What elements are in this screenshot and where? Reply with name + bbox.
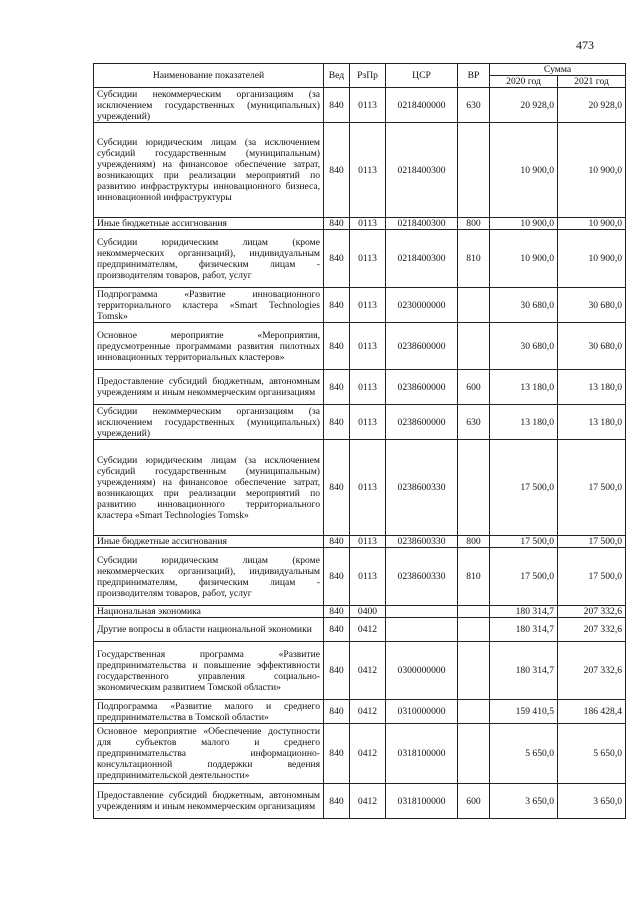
- row-2020-cell: 13 180,0: [490, 405, 558, 440]
- row-2020-cell: 180 314,7: [490, 618, 558, 642]
- table-row: [94, 724, 626, 784]
- row-2021-cell: 5 650,0: [558, 724, 626, 784]
- row-name-cell: Иные бюджетные ассигнования: [94, 536, 324, 548]
- row-2021-cell: 13 180,0: [558, 370, 626, 405]
- row-vr-cell: [458, 440, 490, 536]
- table-row: [94, 323, 626, 370]
- row-rzpr-cell: 0113: [350, 405, 386, 440]
- row-csr-cell: 0310000000: [386, 700, 458, 724]
- row-name-cell: Предоставление субсидий бюджетным, автономным учреждениям и иным некоммерческим организациям: [94, 370, 324, 405]
- row-name-cell: Субсидии некоммерческим организациям (за исключением государственных (муниципальных) учреждений): [94, 405, 324, 440]
- row-ved-cell: 840: [324, 548, 350, 606]
- row-csr-cell: 0230000000: [386, 288, 458, 323]
- row-csr-cell: 0218400000: [386, 88, 458, 123]
- table-row: [94, 548, 626, 606]
- table-row: [94, 440, 626, 536]
- row-rzpr-cell: 0113: [350, 230, 386, 288]
- row-ved-cell: 840: [324, 784, 350, 819]
- row-csr-cell: 0238600330: [386, 440, 458, 536]
- row-rzpr-cell: 0412: [350, 642, 386, 700]
- row-2021-cell: 186 428,4: [558, 700, 626, 724]
- row-name-cell: Подпрограмма «Развитие малого и среднего предпринимательства в Томской области»: [94, 700, 324, 724]
- table-row: [94, 642, 626, 700]
- row-ved-cell: 840: [324, 536, 350, 548]
- row-csr-cell: 0238600000: [386, 405, 458, 440]
- row-rzpr-cell: 0412: [350, 618, 386, 642]
- row-ved-cell: 840: [324, 440, 350, 536]
- header-sum: Сумма: [490, 64, 626, 76]
- row-vr-cell: 810: [458, 548, 490, 606]
- table-row: [94, 123, 626, 218]
- row-vr-cell: 630: [458, 405, 490, 440]
- row-2021-cell: 3 650,0: [558, 784, 626, 819]
- row-2020-cell: 17 500,0: [490, 536, 558, 548]
- table-row: [94, 370, 626, 405]
- row-2021-cell: 30 680,0: [558, 288, 626, 323]
- row-name-cell: Подпрограмма «Развитие инновационного территориального кластера «Smart Technologies Tomsk»: [94, 288, 324, 323]
- row-2020-cell: 5 650,0: [490, 724, 558, 784]
- row-2021-cell: 10 900,0: [558, 123, 626, 218]
- row-vr-cell: [458, 123, 490, 218]
- header-name: Наименование показателей: [94, 64, 324, 88]
- row-name-cell: Субсидии юридическим лицам (кроме некоммерческих организаций), индивидуальным предпринимателям, физическим лицам - производителям товаров, работ, услуг: [94, 230, 324, 288]
- row-name-cell: Предоставление субсидий бюджетным, автономным учреждениям и иным некоммерческим организациям: [94, 784, 324, 819]
- row-2021-cell: 17 500,0: [558, 548, 626, 606]
- row-2020-cell: 17 500,0: [490, 440, 558, 536]
- row-2021-cell: 10 900,0: [558, 218, 626, 230]
- table-row: [94, 700, 626, 724]
- page-number: 473: [576, 38, 594, 52]
- row-name-cell: Субсидии юридическим лицам (кроме некоммерческих организаций), индивидуальным предпринимателям, физическим лицам - производителям товаров, работ, услуг: [94, 548, 324, 606]
- header-year-2020: 2020 год: [490, 76, 558, 88]
- row-vr-cell: 600: [458, 784, 490, 819]
- row-2021-cell: 10 900,0: [558, 230, 626, 288]
- row-ved-cell: 840: [324, 230, 350, 288]
- row-name-cell: Субсидии юридическим лицам (за исключением субсидий государственным (муниципальным) учреждениям) на финансовое обеспечение затрат, возникающих при реализации мероприятий по развитию инновационного территориального кластера «Smart Technologies Tomsk»: [94, 440, 324, 536]
- row-name-cell: Национальная экономика: [94, 606, 324, 618]
- table-row: [94, 288, 626, 323]
- row-rzpr-cell: 0412: [350, 784, 386, 819]
- row-csr-cell: 0318100000: [386, 784, 458, 819]
- row-vr-cell: 600: [458, 370, 490, 405]
- row-vr-cell: [458, 618, 490, 642]
- row-ved-cell: 840: [324, 323, 350, 370]
- row-name-cell: Основное мероприятие «Мероприятия, предусмотренные программами развития пилотных инновационных территориальных кластеров»: [94, 323, 324, 370]
- row-rzpr-cell: 0113: [350, 288, 386, 323]
- table-body: [94, 88, 626, 819]
- row-2020-cell: 10 900,0: [490, 218, 558, 230]
- table-row: [94, 618, 626, 642]
- row-ved-cell: 840: [324, 606, 350, 618]
- row-ved-cell: 840: [324, 700, 350, 724]
- header-year-2021: 2021 год: [558, 76, 626, 88]
- row-2021-cell: 17 500,0: [558, 440, 626, 536]
- row-2020-cell: 30 680,0: [490, 323, 558, 370]
- row-2020-cell: 10 900,0: [490, 230, 558, 288]
- row-vr-cell: [458, 323, 490, 370]
- row-2020-cell: 3 650,0: [490, 784, 558, 819]
- row-ved-cell: 840: [324, 288, 350, 323]
- row-ved-cell: 840: [324, 370, 350, 405]
- row-2021-cell: 207 332,6: [558, 642, 626, 700]
- row-name-cell: Государственная программа «Развитие предпринимательства и повышение эффективности государственного управления социально-экономическим развитием Томской области»: [94, 642, 324, 700]
- row-csr-cell: 0218400300: [386, 123, 458, 218]
- row-csr-cell: 0238600330: [386, 548, 458, 606]
- row-rzpr-cell: 0412: [350, 724, 386, 784]
- row-csr-cell: 0238600000: [386, 370, 458, 405]
- row-rzpr-cell: 0113: [350, 440, 386, 536]
- row-2020-cell: 10 900,0: [490, 123, 558, 218]
- row-rzpr-cell: 0412: [350, 700, 386, 724]
- row-rzpr-cell: 0113: [350, 88, 386, 123]
- row-name-cell: Субсидии юридическим лицам (за исключением субсидий государственным (муниципальным) учреждениям) на финансовое обеспечение затрат, возникающих при реализации мероприятий по развитию инфраструктуры инновационного бизнеса, инновационной инфраструктуры: [94, 123, 324, 218]
- row-name-cell: Иные бюджетные ассигнования: [94, 218, 324, 230]
- row-2021-cell: 17 500,0: [558, 536, 626, 548]
- row-2020-cell: 17 500,0: [490, 548, 558, 606]
- row-ved-cell: 840: [324, 218, 350, 230]
- row-vr-cell: [458, 288, 490, 323]
- row-csr-cell: [386, 618, 458, 642]
- row-2020-cell: 180 314,7: [490, 606, 558, 618]
- row-rzpr-cell: 0113: [350, 123, 386, 218]
- row-vr-cell: [458, 724, 490, 784]
- row-2020-cell: 30 680,0: [490, 288, 558, 323]
- row-2021-cell: 20 928,0: [558, 88, 626, 123]
- row-csr-cell: 0238600330: [386, 536, 458, 548]
- row-rzpr-cell: 0113: [350, 548, 386, 606]
- row-csr-cell: [386, 606, 458, 618]
- row-2021-cell: 30 680,0: [558, 323, 626, 370]
- header-vr: ВР: [458, 64, 490, 88]
- row-rzpr-cell: 0113: [350, 323, 386, 370]
- row-csr-cell: 0218400300: [386, 230, 458, 288]
- table-row: [94, 536, 626, 548]
- header-ved: Вед: [324, 64, 350, 88]
- table-row: [94, 405, 626, 440]
- row-2020-cell: 13 180,0: [490, 370, 558, 405]
- row-csr-cell: 0238600000: [386, 323, 458, 370]
- header-rzpr: РзПр: [350, 64, 386, 88]
- header-csr: ЦСР: [386, 64, 458, 88]
- row-2021-cell: 13 180,0: [558, 405, 626, 440]
- row-rzpr-cell: 0113: [350, 370, 386, 405]
- row-2021-cell: 207 332,6: [558, 618, 626, 642]
- table-row: [94, 230, 626, 288]
- row-vr-cell: 800: [458, 218, 490, 230]
- row-vr-cell: [458, 700, 490, 724]
- table-row: [94, 88, 626, 123]
- row-vr-cell: [458, 642, 490, 700]
- row-vr-cell: 810: [458, 230, 490, 288]
- row-csr-cell: 0218400300: [386, 218, 458, 230]
- table-row: [94, 784, 626, 819]
- row-2020-cell: 180 314,7: [490, 642, 558, 700]
- row-rzpr-cell: 0400: [350, 606, 386, 618]
- row-ved-cell: 840: [324, 123, 350, 218]
- table-row: [94, 218, 626, 230]
- row-rzpr-cell: 0113: [350, 536, 386, 548]
- row-2020-cell: 20 928,0: [490, 88, 558, 123]
- row-ved-cell: 840: [324, 405, 350, 440]
- row-2020-cell: 159 410,5: [490, 700, 558, 724]
- row-vr-cell: 800: [458, 536, 490, 548]
- row-ved-cell: 840: [324, 642, 350, 700]
- row-vr-cell: [458, 606, 490, 618]
- row-name-cell: Субсидии некоммерческим организациям (за исключением государственных (муниципальных) учреждений): [94, 88, 324, 123]
- budget-table: [93, 63, 626, 819]
- row-ved-cell: 840: [324, 724, 350, 784]
- row-rzpr-cell: 0113: [350, 218, 386, 230]
- row-csr-cell: 0300000000: [386, 642, 458, 700]
- table-row: [94, 606, 626, 618]
- row-name-cell: Другие вопросы в области национальной экономики: [94, 618, 324, 642]
- row-ved-cell: 840: [324, 618, 350, 642]
- row-ved-cell: 840: [324, 88, 350, 123]
- row-2021-cell: 207 332,6: [558, 606, 626, 618]
- row-csr-cell: 0318100000: [386, 724, 458, 784]
- row-vr-cell: 630: [458, 88, 490, 123]
- row-name-cell: Основное мероприятие «Обеспечение доступности для субъектов малого и среднего предпринимательства информационно-консультационной поддержки ведения предпринимательской деятельности»: [94, 724, 324, 784]
